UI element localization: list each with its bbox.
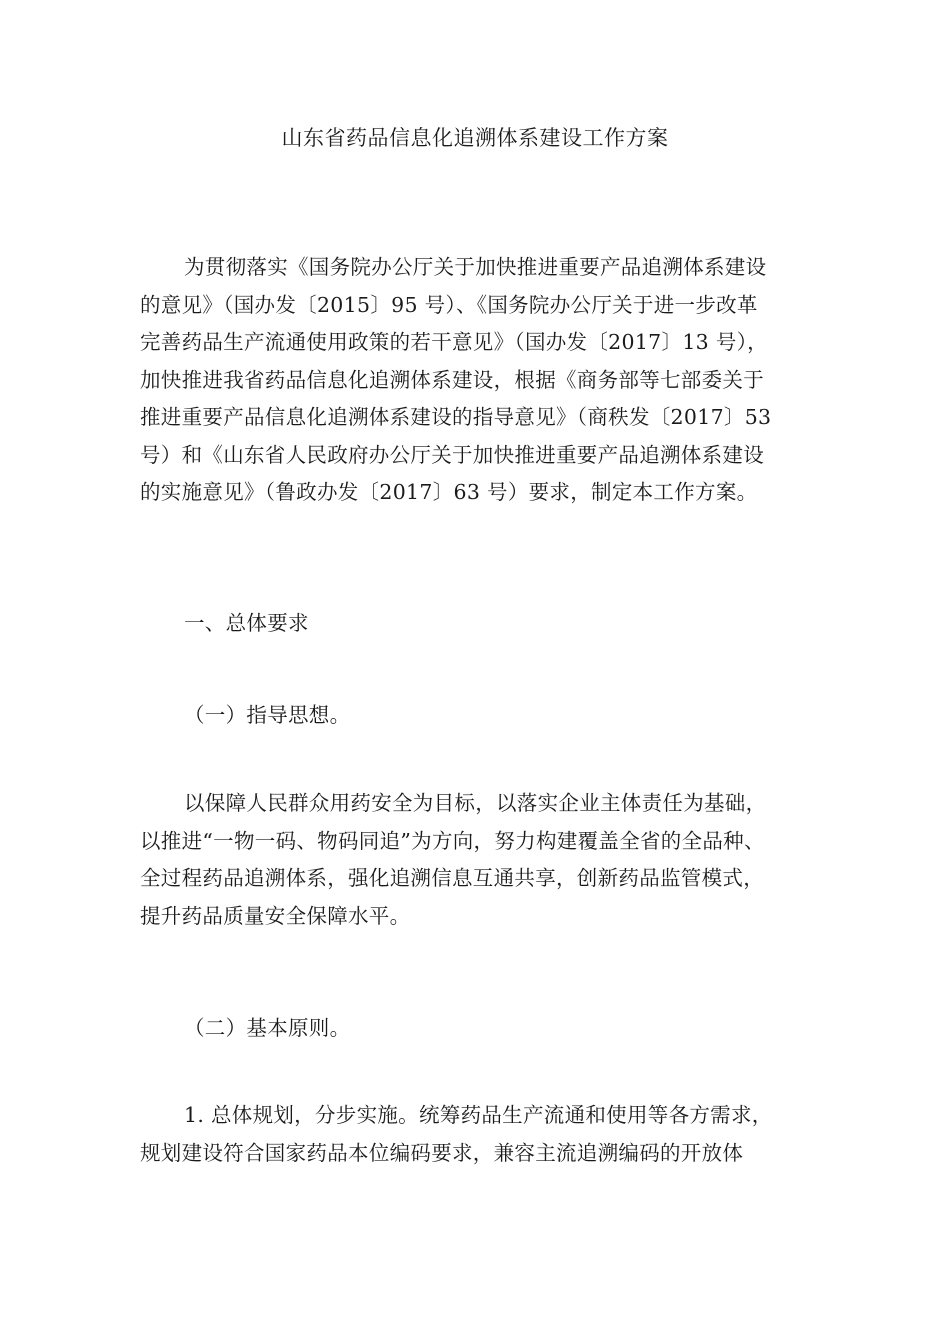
document-title: 山东省药品信息化追溯体系建设工作方案 xyxy=(281,126,669,150)
subsection-heading-basic-principles: （二）基本原则。 xyxy=(184,1016,351,1040)
intro-paragraph xyxy=(140,249,820,512)
paragraph-line: 号）和《山东省人民政府办公厅关于加快推进重要产品追溯体系建设 xyxy=(140,442,764,467)
paragraph-line: 1. 总体规划，分步实施。统筹药品生产流通和使用等各方需求， xyxy=(184,1103,773,1127)
paragraph-line: 以保障人民群众用药安全为目标，以落实企业主体责任为基础， xyxy=(184,791,767,815)
paragraph-line: 为贯彻落实《国务院办公厅关于加快推进重要产品追溯体系建设 xyxy=(184,255,767,279)
principles-paragraph xyxy=(140,1097,820,1172)
paragraph-line: 规划建设符合国家药品本位编码要求，兼容主流追溯编码的开放体 xyxy=(140,1140,744,1165)
paragraph-line: 加快推进我省药品信息化追溯体系建设，根据《商务部等七部委关于 xyxy=(140,367,764,392)
paragraph-line: 提升药品质量安全保障水平。 xyxy=(140,903,411,928)
paragraph-line: 的意见》（国办发〔2015〕95 号）、《国务院办公厅关于进一步改革 xyxy=(140,292,758,317)
paragraph-line: 推进重要产品信息化追溯体系建设的指导意见》（商秩发〔2017〕53 xyxy=(140,405,772,429)
paragraph-line: 全过程药品追溯体系，强化追溯信息互通共享，创新药品监管模式， xyxy=(140,866,764,890)
paragraph-line: 的实施意见》（鲁政办发〔2017〕63 号）要求，制定本工作方案。 xyxy=(140,480,758,504)
paragraph-line: 以推进“一物一码、物码同追”为方向，努力构建覆盖全省的全品种、 xyxy=(140,828,765,853)
paragraph-line: 完善药品生产流通使用政策的若干意见》（国办发〔2017〕13 号）， xyxy=(140,330,768,354)
subsection-heading-guiding-ideology: （一）指导思想。 xyxy=(184,703,351,727)
section-heading-general-requirements: 一、总体要求 xyxy=(184,611,309,635)
guiding-ideology-paragraph xyxy=(140,785,820,935)
